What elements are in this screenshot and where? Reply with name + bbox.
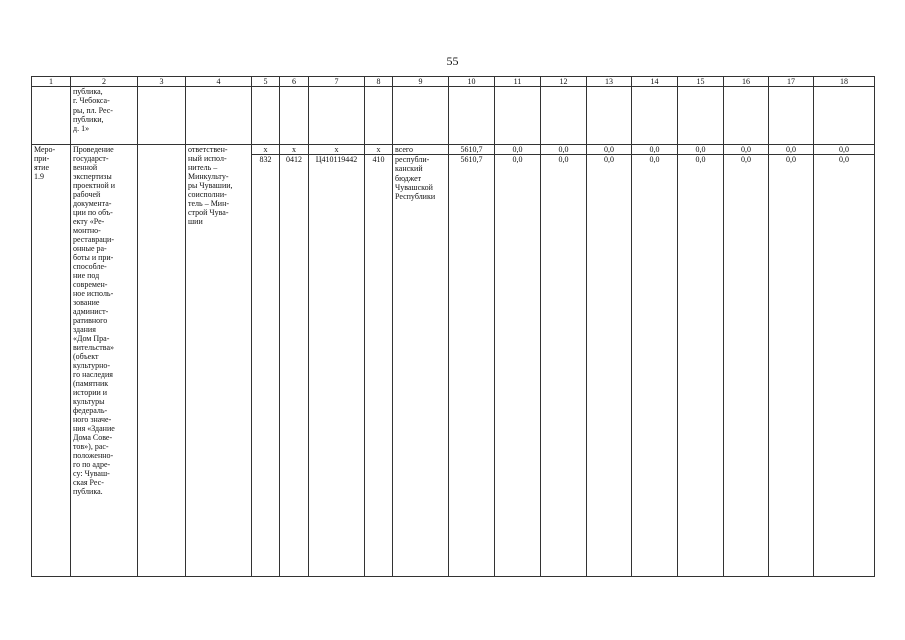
amount-cell: 0,0 [541, 155, 587, 577]
table-cell [495, 87, 541, 145]
column-number: 4 [186, 77, 252, 87]
table-cell [587, 87, 632, 145]
column-number: 16 [724, 77, 769, 87]
amount-cell: 0,0 [587, 145, 632, 155]
column-number: 1 [32, 77, 71, 87]
column-number: 2 [71, 77, 138, 87]
amount-cell: 0,0 [632, 145, 678, 155]
table-cell [541, 87, 587, 145]
column-number: 9 [393, 77, 449, 87]
amount-cell: 0,0 [769, 145, 814, 155]
column-number: 10 [449, 77, 495, 87]
column-number: 7 [309, 77, 365, 87]
column-number-row [32, 77, 875, 87]
amount-cell: 5610,7 [449, 145, 495, 155]
table-cell [393, 87, 449, 145]
amount-cell: 0,0 [678, 145, 724, 155]
column-number: 12 [541, 77, 587, 87]
total-row [32, 145, 875, 155]
measure-number-cell [32, 145, 71, 577]
table-cell [678, 87, 724, 145]
amount-cell: 0,0 [587, 155, 632, 577]
table-cell [814, 87, 875, 145]
funding-source-total: всего [393, 145, 449, 155]
measure-number: Меро- при- ятие 1.9 [34, 145, 56, 181]
amount-cell: 0,0 [678, 155, 724, 577]
amount-cell: 0,0 [495, 145, 541, 155]
table-cell [32, 87, 71, 145]
table-cell [138, 87, 186, 145]
amount-cell: 5610,7 [449, 155, 495, 577]
amount-cell: 0,0 [814, 145, 875, 155]
target-code-cell: Ц410119442 [309, 155, 365, 577]
table-cell: x [365, 145, 393, 155]
continued-row [32, 87, 875, 145]
column-number: 6 [280, 77, 309, 87]
program-table [31, 76, 875, 577]
column-number: 8 [365, 77, 393, 87]
table-cell [365, 87, 393, 145]
amount-cell: 0,0 [541, 145, 587, 155]
table-cell [769, 87, 814, 145]
executor-text: ответствен- ный испол- нитель – Минкульту- ры Чувашии, соисполни- тель – Мин- строй Чува- шии [188, 145, 233, 226]
column-number: 18 [814, 77, 875, 87]
continued-address-cell [71, 87, 138, 145]
table-cell [632, 87, 678, 145]
section-code-cell: 0412 [280, 155, 309, 577]
table-cell [724, 87, 769, 145]
table-cell: x [280, 145, 309, 155]
funding-source-cell [393, 155, 449, 577]
continued-address-text: публика, г. Чебокса- ры, пл. Рес- публики, д. 1» [73, 87, 113, 134]
expense-type-cell: 410 [365, 155, 393, 577]
table-cell: x [309, 145, 365, 155]
column-number: 13 [587, 77, 632, 87]
gov-code-cell: 832 [252, 155, 280, 577]
amount-cell: 0,0 [724, 145, 769, 155]
table-cell [449, 87, 495, 145]
table-cell: x [252, 145, 280, 155]
table-cell [280, 87, 309, 145]
amount-cell: 0,0 [495, 155, 541, 577]
measure-description: Проведение государст- венной экспертизы проектной и рабочей документа- ции по объ- екту «Ре- монтно- реставраци- онные ра- боты и при- способле- ние под современ- ное исполь- зование админист- ративного здания «Дом Пра- вительства» (объект культурно- го наследия (памятник истории и культуры федераль- ного значе- ния «Здание Дома Сове- тов»), рас- положенно- го по адре- су: Чуваш- ская Рес- публика. [73, 145, 116, 496]
executor-cell [186, 145, 252, 577]
column-number: 15 [678, 77, 724, 87]
table-cell [309, 87, 365, 145]
column-number: 14 [632, 77, 678, 87]
amount-cell: 0,0 [724, 155, 769, 577]
page-number: 55 [446, 54, 459, 68]
column-number: 3 [138, 77, 186, 87]
column-number: 17 [769, 77, 814, 87]
measure-col3-cell [138, 145, 186, 577]
column-number: 11 [495, 77, 541, 87]
amount-cell: 0,0 [632, 155, 678, 577]
measure-description-cell [71, 145, 138, 577]
amount-cell: 0,0 [814, 155, 875, 577]
funding-source-budget: республи- канский бюджет Чувашской Республики [395, 155, 436, 202]
column-number: 5 [252, 77, 280, 87]
amount-cell: 0,0 [769, 155, 814, 577]
table-cell [186, 87, 252, 145]
table-cell [252, 87, 280, 145]
